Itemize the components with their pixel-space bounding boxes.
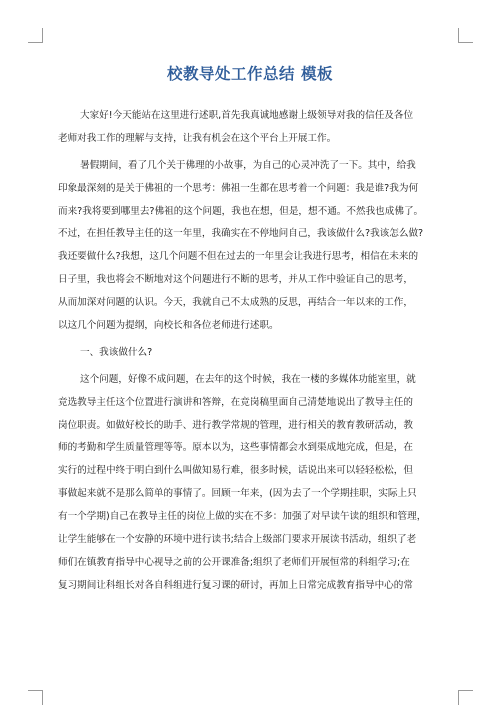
paragraph-2-line-2: 印象最深刻的是关于佛祖的一个思考：佛祖一生都在思考着一个问题：我是谁?我为何 bbox=[58, 182, 419, 194]
paragraph-2-line-8: 以这几个问题为提纲，向校长和各位老师进行述职。 bbox=[58, 320, 279, 332]
paragraph-4-line-2: 竞选教导主任这个位置进行演讲和答辩，在竞岗稿里面自己清楚地说出了教导主任的 bbox=[58, 396, 413, 408]
crop-mark-bottom-left bbox=[28, 690, 43, 705]
paragraph-4-line-10: 复习期间让科组长对各自科组进行复习课的研讨，再加上日常完成教育指导中心的常 bbox=[58, 579, 413, 591]
paragraph-4-line-6: 事做起来就不是那么简单的事情了。回顾一年来，(因为去了一个学期挂职，实际上只 bbox=[58, 488, 417, 500]
paragraph-2-line-5: 我还要做什么?我想，这几个问题不但在过去的一年里会让我进行思考，相信在未来的 bbox=[58, 251, 419, 263]
paragraph-2-line-3: 而来?我将要到哪里去?佛祖的这个问题，我也在想，但是，想不通。不然我也成佛了。 bbox=[58, 205, 424, 217]
paragraph-2-line-6: 日子里，我也将会不断地对这个问题进行不断的思考，并从工作中验证自己的思考， bbox=[58, 274, 413, 286]
paragraph-2-line-1: 暑假期间，看了几个关于佛理的小故事，为自己的心灵冲洗了一下。其中，给我 bbox=[80, 159, 416, 171]
paragraph-4-line-5: 实行的过程中终于明白到什么叫做知易行难，很多时候，话说出来可以轻轻松松，但 bbox=[58, 465, 413, 477]
paragraph-1-line-1: 大家好!今天能站在这里进行述职,首先我真诚地感谢上级领导对我的信任及各位 bbox=[80, 110, 414, 121]
section-heading: 一、我该做什么? bbox=[80, 346, 153, 358]
document-title: 校教导处工作总结 模板 bbox=[167, 65, 333, 83]
paragraph-2-line-4: 不过，在担任教导主任的这一年里，我确实在不停地问自己，我该做什么?我该怎么做? bbox=[58, 228, 424, 240]
paragraph-4-line-8: 让学生能够在一个安静的环境中进行读书;结合上级部门要求开展读书活动，组织了老 bbox=[58, 534, 417, 546]
paragraph-4-line-3: 岗位职责。如做好校长的助手、进行教学常规的管理，进行相关的教育教研活动，教 bbox=[58, 419, 413, 431]
crop-mark-bottom-right bbox=[458, 690, 473, 705]
paragraph-4-line-1: 这个问题，好像不成问题，在去年的这个时候，我在一楼的多媒体功能室里，就 bbox=[80, 373, 416, 385]
paragraph-4-line-4: 师的考勤和学生质量管理等等。原本以为，这些事情都会水到渠成地完成，但是，在 bbox=[58, 442, 413, 454]
crop-mark-top-right bbox=[458, 28, 473, 43]
paragraph-4-line-9: 师们在镇教育指导中心视导之前的公开课准备;组织了老师们开展恒常的科组学习;在 bbox=[58, 556, 410, 568]
crop-mark-top-left bbox=[28, 28, 43, 43]
paragraph-4-line-7: 有一个学期)自己在教导主任的岗位上做的实在不多：加强了对早读午读的组织和管理， bbox=[58, 511, 427, 523]
paragraph-2-line-7: 从而加深对问题的认识。今天，我就自己不太成熟的反思，再结合一年以来的工作， bbox=[58, 297, 413, 309]
paragraph-1-line-2: 老师对我工作的理解与支持，让我有机会在这个平台上开展工作。 bbox=[58, 132, 337, 144]
document-body bbox=[58, 105, 446, 598]
